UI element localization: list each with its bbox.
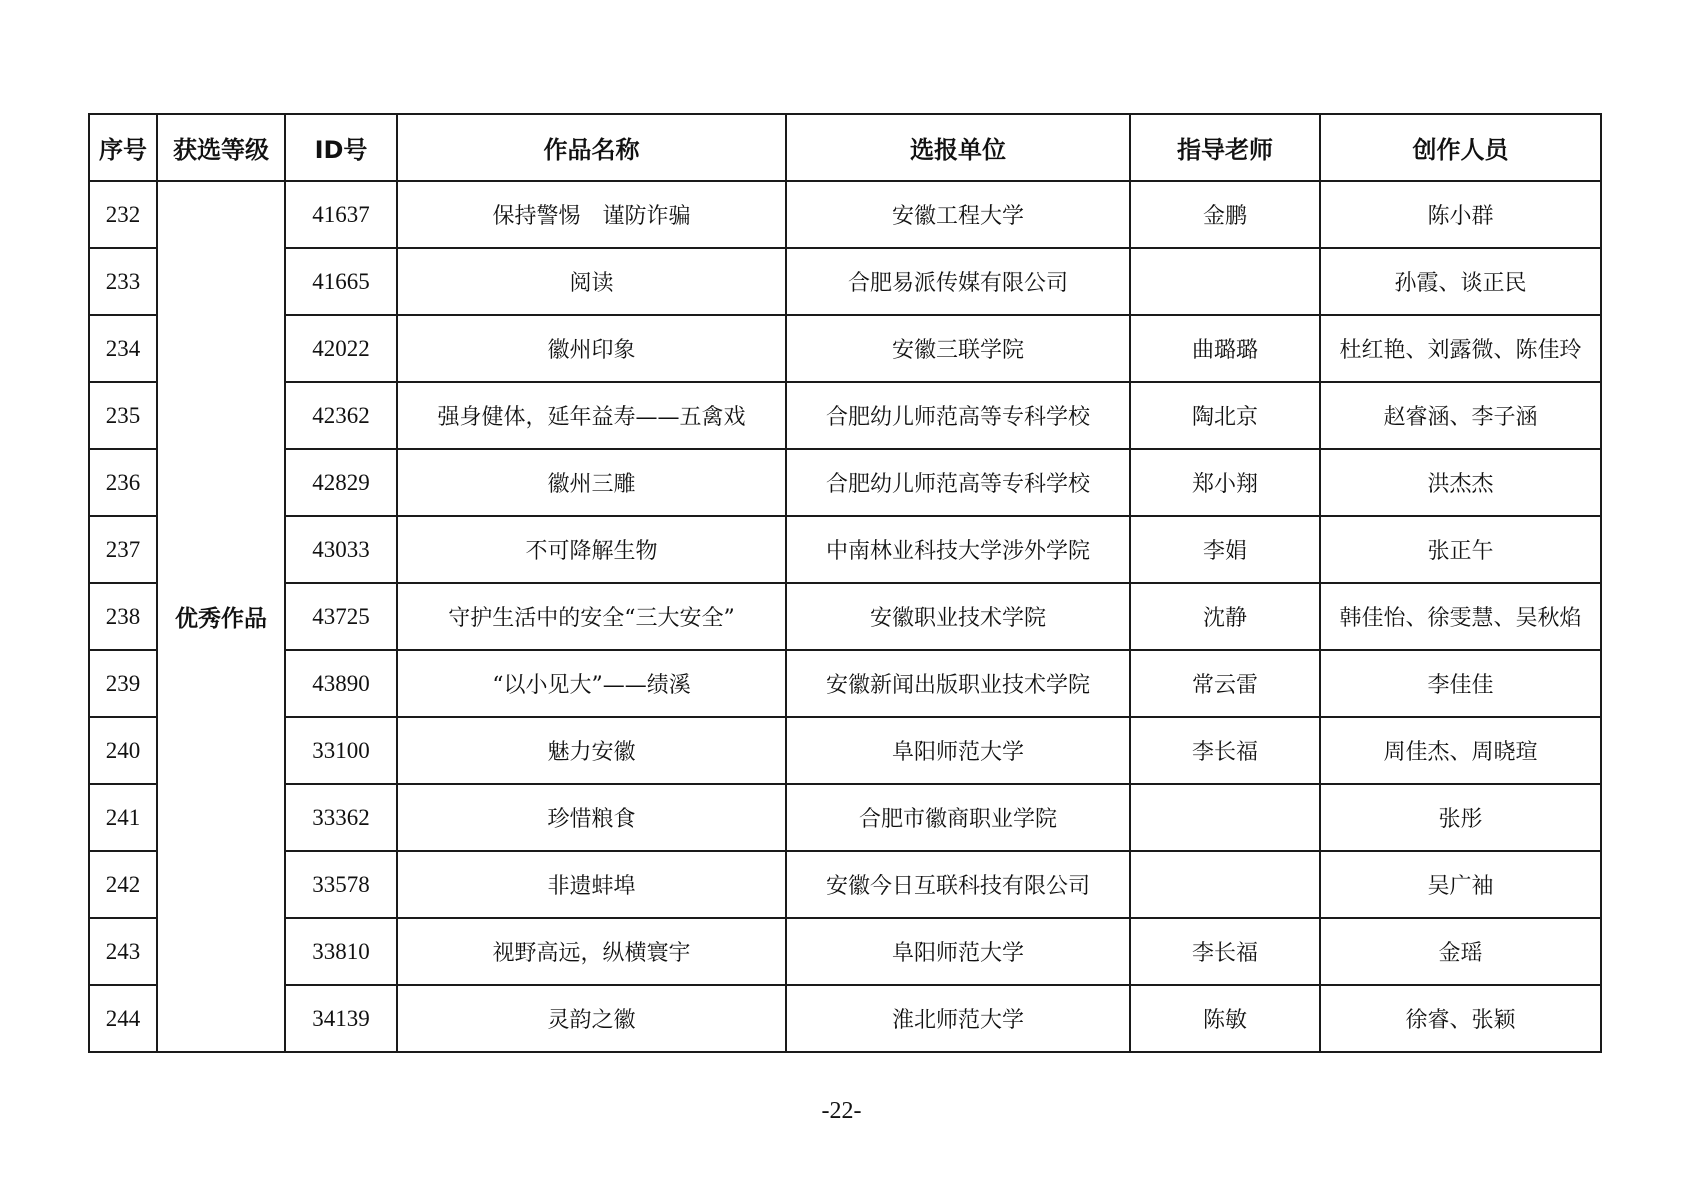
cell-id: 43890: [285, 650, 397, 717]
header-title: 作品名称: [397, 114, 786, 181]
cell-title: 保持警惕 谨防诈骗: [397, 181, 786, 248]
cell-id: 42362: [285, 382, 397, 449]
table-row: [89, 181, 1601, 248]
header-unit: 选报单位: [786, 114, 1130, 181]
cell-unit: 安徽新闻出版职业技术学院: [786, 650, 1130, 717]
cell-unit: 中南林业科技大学涉外学院: [786, 516, 1130, 583]
cell-creators: 金瑶: [1320, 918, 1601, 985]
cell-teacher: [1130, 784, 1320, 851]
cell-id: 41637: [285, 181, 397, 248]
cell-title: 徽州三雕: [397, 449, 786, 516]
cell-id: 41665: [285, 248, 397, 315]
cell-teacher: 沈静: [1130, 583, 1320, 650]
cell-teacher: 曲璐璐: [1130, 315, 1320, 382]
cell-creators: 李佳佳: [1320, 650, 1601, 717]
cell-creators: 张正午: [1320, 516, 1601, 583]
header-teacher: 指导老师: [1130, 114, 1320, 181]
cell-seq: 244: [89, 985, 157, 1052]
header-level: 获选等级: [157, 114, 285, 181]
table-row: [89, 784, 1601, 851]
cell-unit: 安徽职业技术学院: [786, 583, 1130, 650]
cell-title: 徽州印象: [397, 315, 786, 382]
cell-creators: 韩佳怡、徐雯慧、吴秋焰: [1320, 583, 1601, 650]
cell-creators: 陈小群: [1320, 181, 1601, 248]
cell-seq: 240: [89, 717, 157, 784]
awards-table: [88, 113, 1602, 1053]
cell-title: 视野高远，纵横寰宇: [397, 918, 786, 985]
table-row: [89, 382, 1601, 449]
cell-id: 43033: [285, 516, 397, 583]
cell-teacher: 金鹏: [1130, 181, 1320, 248]
cell-id: 43725: [285, 583, 397, 650]
cell-teacher: 李娟: [1130, 516, 1320, 583]
cell-teacher: 李长福: [1130, 918, 1320, 985]
cell-title: 非遗蚌埠: [397, 851, 786, 918]
table-row: [89, 583, 1601, 650]
cell-unit: 合肥幼儿师范高等专科学校: [786, 382, 1130, 449]
cell-id: 42022: [285, 315, 397, 382]
cell-title: 守护生活中的安全“三大安全”: [397, 583, 786, 650]
table-row: [89, 851, 1601, 918]
cell-id: 34139: [285, 985, 397, 1052]
cell-seq: 232: [89, 181, 157, 248]
cell-id: 33100: [285, 717, 397, 784]
cell-seq: 238: [89, 583, 157, 650]
cell-title: 魅力安徽: [397, 717, 786, 784]
cell-title: 阅读: [397, 248, 786, 315]
cell-seq: 233: [89, 248, 157, 315]
cell-unit: 安徽工程大学: [786, 181, 1130, 248]
cell-unit: 阜阳师范大学: [786, 717, 1130, 784]
table-row: [89, 449, 1601, 516]
cell-seq: 237: [89, 516, 157, 583]
cell-creators: 周佳杰、周晓瑄: [1320, 717, 1601, 784]
cell-id: 33578: [285, 851, 397, 918]
table-row: [89, 516, 1601, 583]
cell-title: 灵韵之徽: [397, 985, 786, 1052]
cell-creators: 赵睿涵、李子涵: [1320, 382, 1601, 449]
cell-teacher: [1130, 248, 1320, 315]
header-id: ID号: [285, 114, 397, 181]
table-row: [89, 315, 1601, 382]
cell-creators: 洪杰杰: [1320, 449, 1601, 516]
table-row: [89, 918, 1601, 985]
page-number: -22-: [821, 1098, 862, 1124]
cell-title: 强身健体，延年益寿——五禽戏: [397, 382, 786, 449]
cell-unit: 合肥易派传媒有限公司: [786, 248, 1130, 315]
cell-creators: 杜红艳、刘露微、陈佳玲: [1320, 315, 1601, 382]
cell-title: 不可降解生物: [397, 516, 786, 583]
cell-level: 优秀作品: [157, 181, 285, 1052]
table-row: [89, 650, 1601, 717]
cell-creators: 吴广袖: [1320, 851, 1601, 918]
cell-unit: 合肥幼儿师范高等专科学校: [786, 449, 1130, 516]
cell-teacher: 陶北京: [1130, 382, 1320, 449]
cell-title: “以小见大”——绩溪: [397, 650, 786, 717]
cell-unit: 淮北师范大学: [786, 985, 1130, 1052]
cell-teacher: [1130, 851, 1320, 918]
table-row: [89, 717, 1601, 784]
header-creators: 创作人员: [1320, 114, 1601, 181]
cell-unit: 合肥市徽商职业学院: [786, 784, 1130, 851]
table-row: [89, 985, 1601, 1052]
cell-creators: 徐睿、张颖: [1320, 985, 1601, 1052]
cell-teacher: 郑小翔: [1130, 449, 1320, 516]
cell-unit: 安徽三联学院: [786, 315, 1130, 382]
cell-title: 珍惜粮食: [397, 784, 786, 851]
cell-seq: 241: [89, 784, 157, 851]
cell-seq: 243: [89, 918, 157, 985]
cell-id: 33810: [285, 918, 397, 985]
cell-seq: 242: [89, 851, 157, 918]
cell-unit: 阜阳师范大学: [786, 918, 1130, 985]
cell-seq: 236: [89, 449, 157, 516]
cell-seq: 234: [89, 315, 157, 382]
table-header-row: [89, 114, 1601, 181]
cell-teacher: 陈敏: [1130, 985, 1320, 1052]
header-seq: 序号: [89, 114, 157, 181]
cell-unit: 安徽今日互联科技有限公司: [786, 851, 1130, 918]
cell-seq: 235: [89, 382, 157, 449]
cell-seq: 239: [89, 650, 157, 717]
table-row: [89, 248, 1601, 315]
cell-creators: 孙霞、谈正民: [1320, 248, 1601, 315]
cell-teacher: 李长福: [1130, 717, 1320, 784]
cell-id: 42829: [285, 449, 397, 516]
cell-teacher: 常云雷: [1130, 650, 1320, 717]
cell-creators: 张彤: [1320, 784, 1601, 851]
cell-id: 33362: [285, 784, 397, 851]
